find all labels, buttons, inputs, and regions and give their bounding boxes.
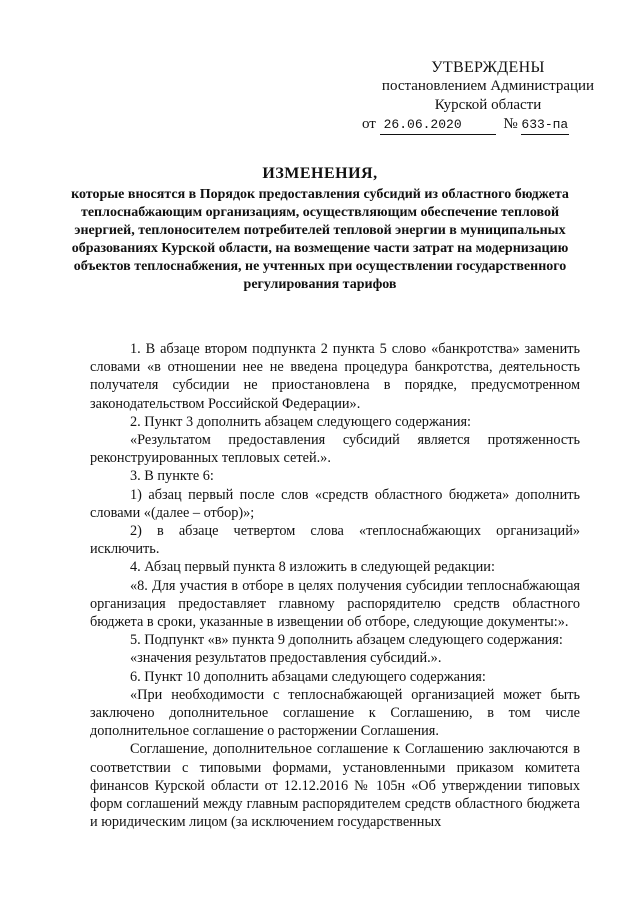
document-subtitle: которые вносятся в Порядок предоставления субсидий из областного бюджета теплоснабжающим организациям, осуществляющим обеспечение тепловой энергией, теплоносителем потребителей тепловой энергии в муниципальных образованиях Курской области, на возмещение части затрат на модернизацию объектов теплоснабжения, не учтенных при осуществлении государственного регулирования тарифов <box>71 187 569 292</box>
paragraph-6: 2) в абзаце четвертом слова «теплоснабжающих организаций» исключить. <box>90 523 580 558</box>
approval-title: УТВЕРЖДЕНЫ <box>431 59 545 76</box>
approval-line-2: Курской области <box>434 97 542 113</box>
approval-block <box>358 58 618 135</box>
approval-date: 26.06.2020 <box>380 115 496 135</box>
document-title: ИЗМЕНЕНИЯ, <box>262 165 378 182</box>
paragraph-5: 1) абзац первый после слов «средств областного бюджета» дополнить словами «(далее – отбор)»; <box>90 486 580 521</box>
paragraph-11: 6. Пункт 10 дополнить абзацами следующего содержания: <box>130 668 486 685</box>
paragraph-10: «значения результатов предоставления субсидий.». <box>130 650 442 667</box>
paragraph-7: 4. Абзац первый пункта 8 изложить в следующей редакции: <box>130 559 495 576</box>
paragraph-9: 5. Подпункт «в» пункта 9 дополнить абзацем следующего содержания: <box>130 632 563 649</box>
approval-number: 633-па <box>521 115 569 135</box>
paragraph-8: «8. Для участия в отборе в целях получения субсидии теплоснабжающая организация предоставляет главному распорядителю средств областного бюджета в сроки, указанные в извещении об отборе, следующие документы:». <box>90 577 580 631</box>
paragraph-2: 2. Пункт 3 дополнить абзацем следующего содержания: <box>130 413 472 430</box>
document-body <box>90 340 580 831</box>
approval-date-row <box>358 115 618 135</box>
document-heading <box>60 164 580 294</box>
paragraph-13: Соглашение, дополнительное соглашение к Соглашению заключаются в соответствии с типовыми формами, установленными приказом комитета финансов Курской области от 12.12.2016 № 105н «Об утверждении типовых форм соглашений между главным распорядителем средств областного бюджета и юридическим лицом (за исключением государственных <box>90 741 580 831</box>
paragraph-12: «При необходимости с теплоснабжающей организацией может быть заключено дополнительное соглашение к Соглашению, в том числе дополнительное соглашение о расторжении Соглашения. <box>90 686 580 740</box>
paragraph-1: 1. В абзаце втором подпункта 2 пункта 5 слово «банкротства» заменить словами «в отношении нее не введена процедура банкротства, деятельность получателя субсидии не приостановлена в порядке, предусмотренном законодательством Российской Федерации». <box>90 341 580 412</box>
paragraph-4: 3. В пункте 6: <box>130 468 214 485</box>
number-prefix: № <box>503 116 518 132</box>
approval-line-1: постановлением Администрации <box>381 78 595 94</box>
date-prefix: от <box>362 116 376 132</box>
paragraph-3: «Результатом предоставления субсидий является протяженность реконструированных тепловых сетей.». <box>90 432 580 467</box>
